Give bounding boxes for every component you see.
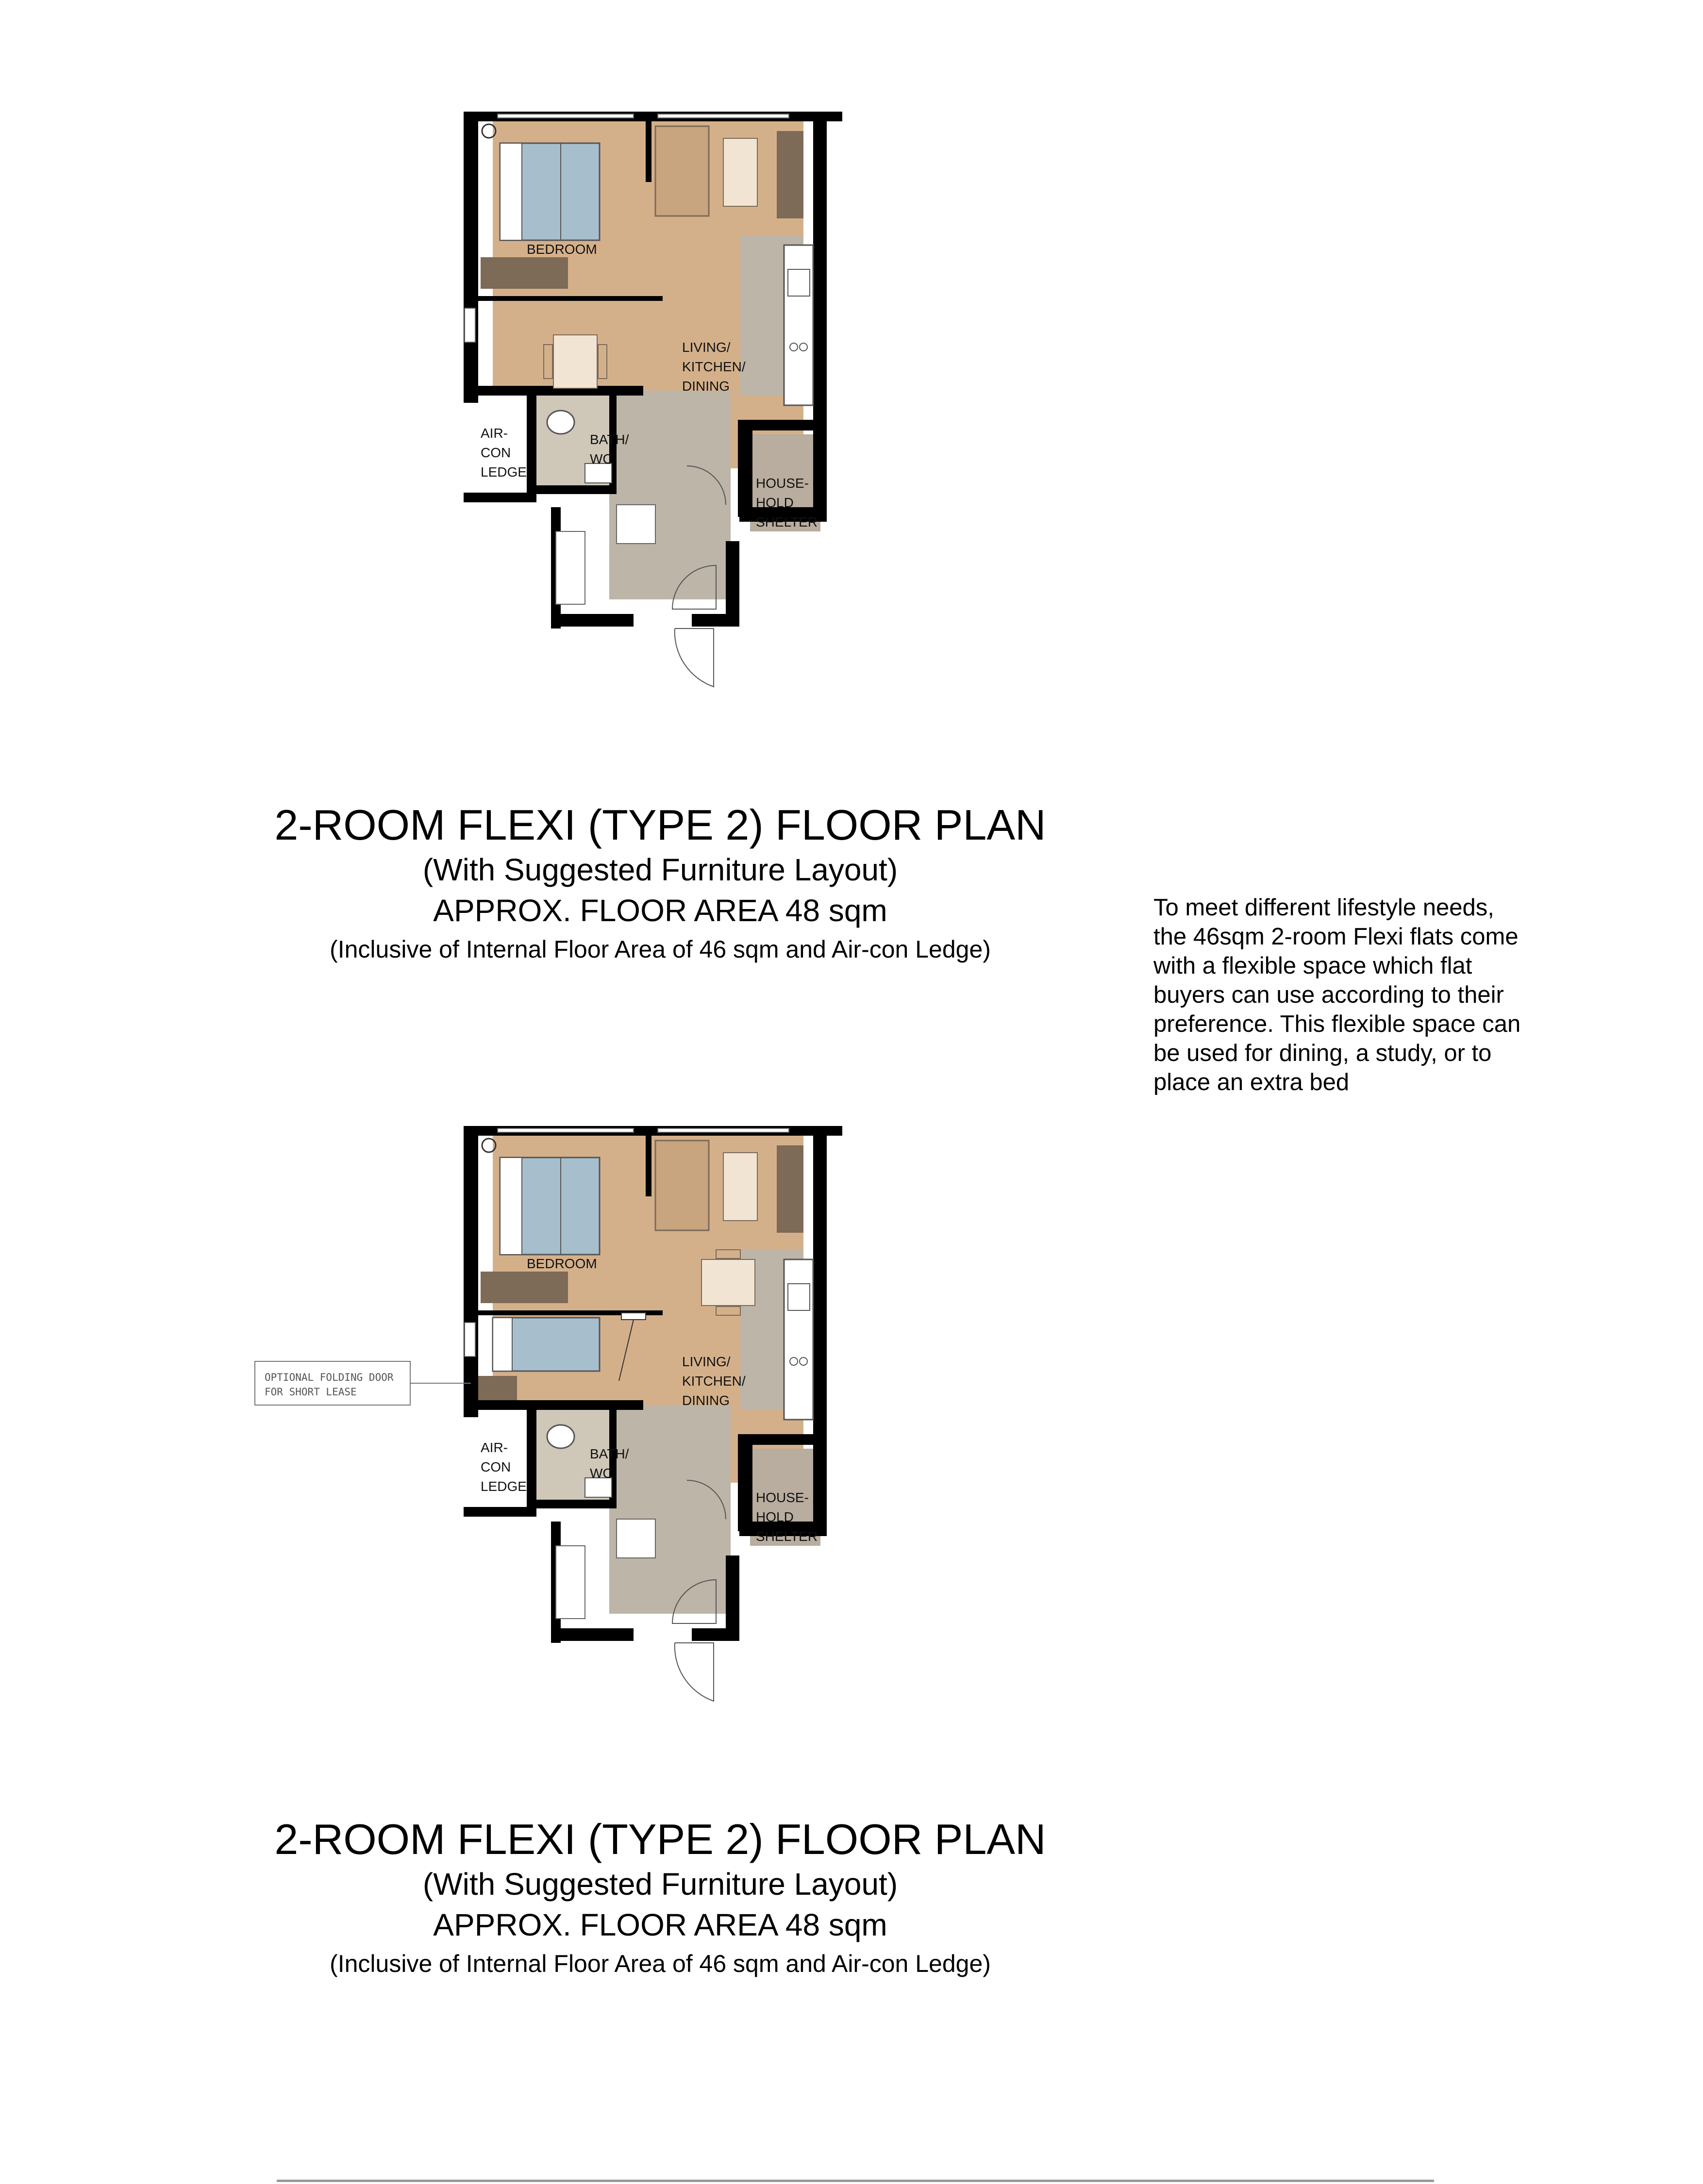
sofa [655, 126, 709, 216]
extra-bed-pillow [493, 1318, 512, 1371]
tv-console [777, 1145, 803, 1233]
entrance-floor [609, 1405, 731, 1614]
wall-bottom-left [551, 614, 634, 627]
wardrobe [481, 1272, 568, 1303]
wall-shelter-left [738, 1434, 752, 1531]
wall-entrance-right [726, 1555, 739, 1641]
basin-icon [585, 463, 612, 483]
caption-plan-1 [272, 801, 1049, 968]
label-aircon-2: CON [481, 1459, 511, 1474]
plan-area: APPROX. FLOOR AREA 48 sqm [433, 893, 887, 928]
wall-bath-top [478, 1400, 643, 1410]
wall-ledge-bottom [464, 1507, 532, 1517]
floor-plan-1-drawing [464, 104, 852, 716]
window-side [465, 1323, 475, 1357]
basin-icon [585, 1478, 612, 1497]
sofa [655, 1141, 709, 1230]
wall-entrance-right [726, 541, 739, 627]
wall-bedroom-living [646, 119, 651, 182]
label-shelter-3: SHELTER [756, 1529, 818, 1544]
floor-plan-1 [464, 104, 852, 716]
wall-bottom-left [551, 1628, 634, 1641]
label-aircon-3: LEDGE [481, 464, 527, 480]
label-aircon-1: AIR- [481, 1440, 508, 1455]
label-shelter-2: HOLD [756, 495, 794, 510]
plan-title: 2-ROOM FLEXI (TYPE 2) FLOOR PLAN [274, 1815, 1046, 1863]
wall-shelter-top [738, 1434, 825, 1445]
folding-door [621, 1313, 646, 1320]
wall-shelter-left [738, 420, 752, 517]
window-side [465, 308, 475, 342]
bed-pillows [500, 143, 522, 240]
wall-shelter-top [738, 420, 825, 430]
wall-bedroom-bottom [478, 296, 663, 301]
plan-area: APPROX. FLOOR AREA 48 sqm [433, 1907, 887, 1942]
dining-table [701, 1259, 755, 1306]
label-living-2: KITCHEN/ [682, 359, 746, 374]
wall-bottom-right [692, 1628, 726, 1641]
toilet-icon [547, 1425, 574, 1448]
callout-drawing [252, 1359, 495, 1407]
wardrobe [481, 257, 568, 289]
wall-bath-bottom [532, 485, 617, 494]
label-bath-1: BATH/ [590, 1446, 629, 1461]
folding-door-callout [252, 1359, 495, 1407]
label-living-1: LIVING/ [682, 340, 731, 355]
shoe-cabinet [556, 1546, 585, 1619]
plan-area-note: (Inclusive of Internal Floor Area of 46 sqm and Air-con Ledge) [330, 936, 991, 963]
entrance-cabinet [617, 505, 655, 544]
label-bath-2: WC [590, 1466, 613, 1481]
tv-console [777, 131, 803, 218]
wall-right [813, 112, 827, 514]
flexi-description: To meet different lifestyle needs, the 46sqm 2-room Flexi flats come with a flexible space which flat buyers can use according to their preference. This flexible space can be used for dining, a study, or to place an extra bed [1153, 894, 1521, 1095]
entrance-floor [609, 391, 731, 599]
label-living-2: KITCHEN/ [682, 1373, 746, 1389]
label-living-1: LIVING/ [682, 1354, 731, 1369]
label-living-3: DINING [682, 379, 730, 394]
coffee-table [723, 1153, 757, 1221]
wall-ledge-bottom [464, 493, 532, 502]
label-shelter-1: HOUSE- [756, 1490, 809, 1505]
floor-plan-2 [464, 1119, 852, 1730]
toilet-icon [547, 411, 574, 434]
plan-title: 2-ROOM FLEXI (TYPE 2) FLOOR PLAN [274, 801, 1046, 849]
caption-plan-2 [272, 1815, 1049, 1982]
dining-table [553, 335, 597, 388]
label-shelter-2: HOLD [756, 1509, 794, 1524]
callout-box [255, 1361, 410, 1405]
entrance-cabinet [617, 1519, 655, 1558]
label-living-3: DINING [682, 1393, 730, 1408]
wall-bath-bottom [532, 1500, 617, 1508]
wall-left [464, 112, 478, 403]
window-living [658, 1128, 789, 1132]
main-door [675, 1643, 714, 1701]
callout-line-2: FOR SHORT LEASE [265, 1386, 357, 1398]
wall-right [813, 1126, 827, 1529]
label-shelter-3: SHELTER [756, 514, 818, 529]
label-bath-1: BATH/ [590, 432, 629, 447]
wall-bottom-right [692, 614, 726, 627]
label-aircon-2: CON [481, 445, 511, 460]
footer-rule [277, 2180, 1434, 2182]
label-bedroom: BEDROOM [527, 1256, 597, 1271]
coffee-table [723, 138, 757, 206]
plan-area-note: (Inclusive of Internal Floor Area of 46 sqm and Air-con Ledge) [330, 1950, 991, 1977]
main-door [675, 629, 714, 687]
bed-pillows [500, 1158, 522, 1255]
plan-subtitle: (With Suggested Furniture Layout) [422, 852, 898, 887]
shoe-cabinet [556, 531, 585, 604]
floor-plan-2-drawing [464, 1119, 852, 1730]
label-aircon-3: LEDGE [481, 1479, 527, 1494]
callout-line-1: OPTIONAL FOLDING DOOR [265, 1372, 394, 1383]
label-shelter-1: HOUSE- [756, 476, 809, 491]
window-bedroom [498, 1128, 634, 1132]
label-bath-2: WC [590, 451, 613, 466]
wall-bedroom-living [646, 1133, 651, 1196]
label-aircon-1: AIR- [481, 426, 508, 441]
plan-subtitle: (With Suggested Furniture Layout) [422, 1867, 898, 1902]
window-living [658, 114, 789, 118]
label-bedroom: BEDROOM [527, 242, 597, 257]
window-bedroom [498, 114, 634, 118]
